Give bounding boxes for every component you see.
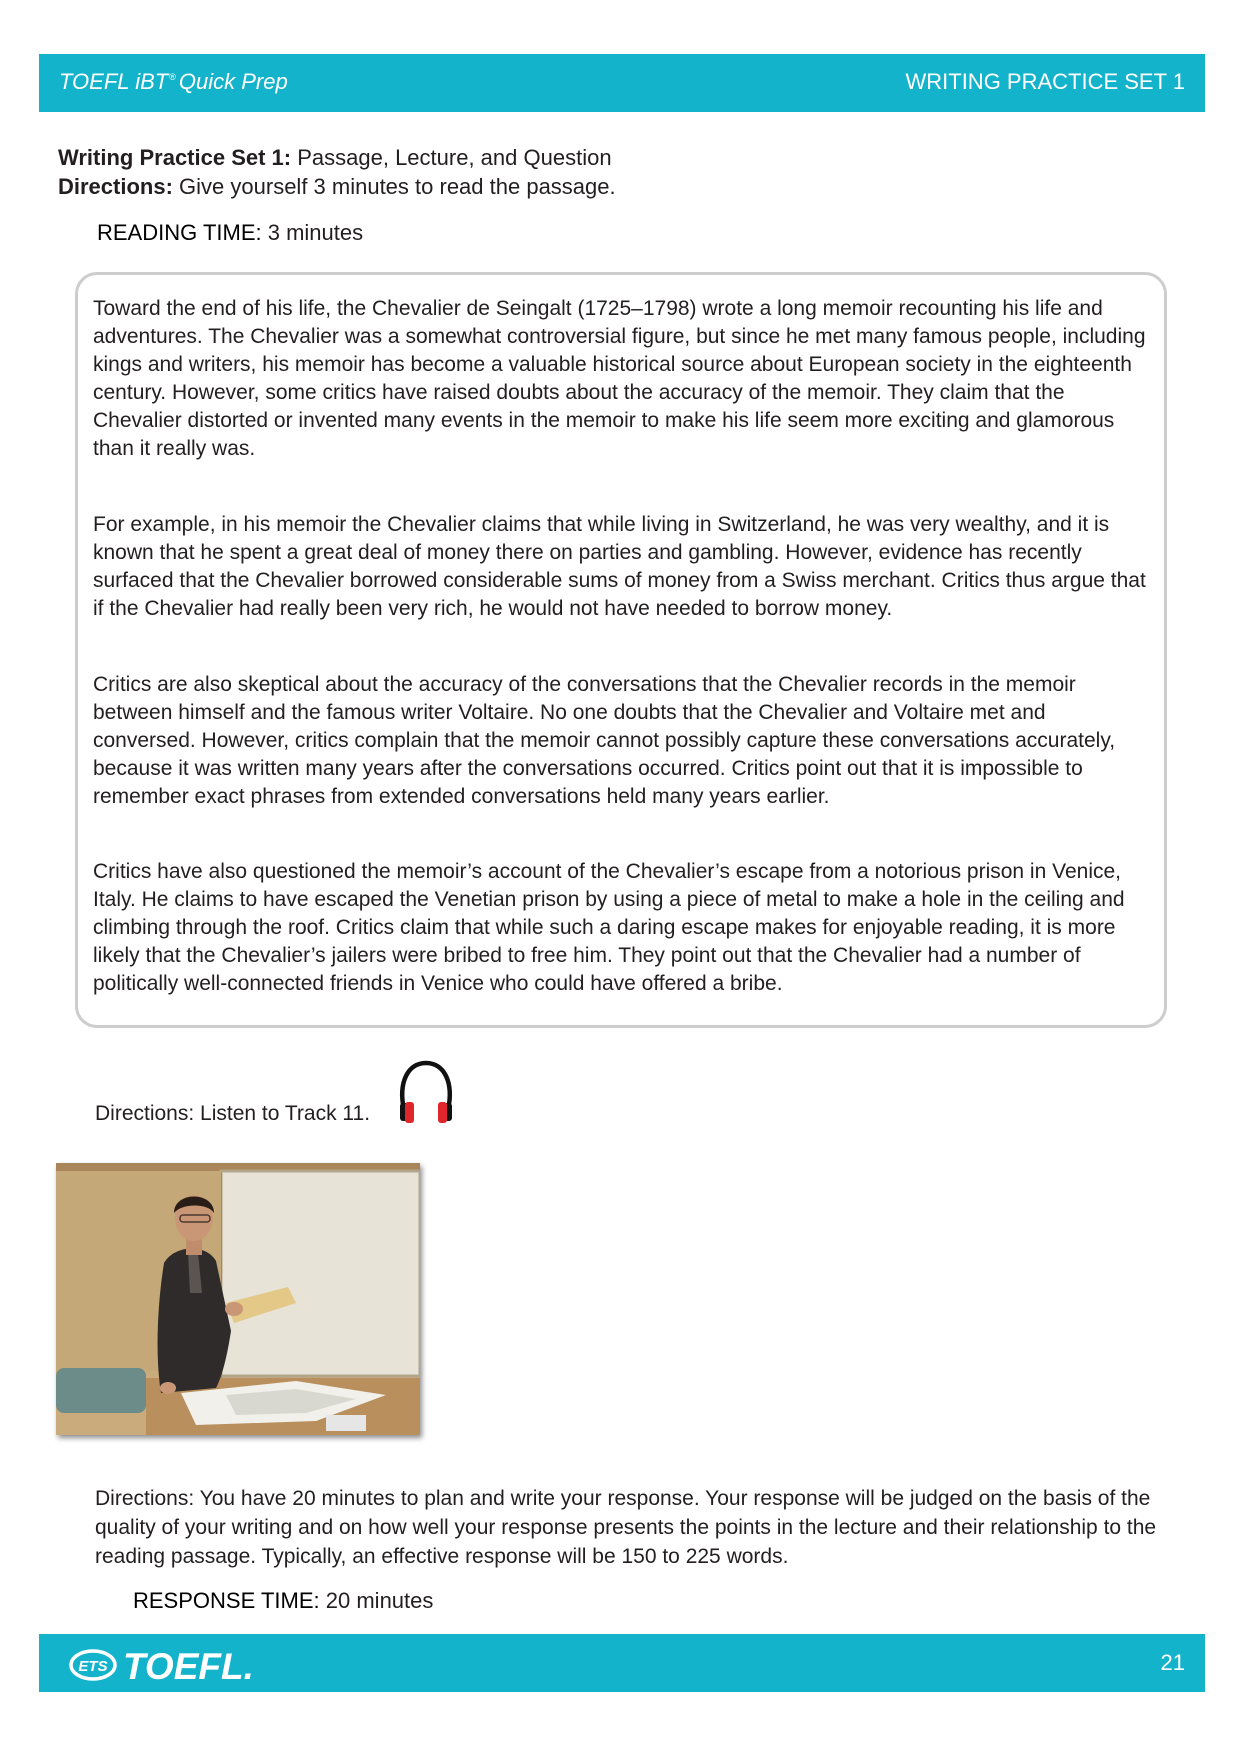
response-directions: Directions: You have 20 minutes to plan and write your response. Your response will be judged on the basis of the quality of your writing and on how well your response presents the points in the lecture and their relationship to the reading passage. Typically, an effective response will be 150 to 225 words. <box>95 1487 1157 1568</box>
response-time <box>133 1588 433 1614</box>
header-title <box>59 69 288 95</box>
toefl-logo <box>67 1643 267 1685</box>
passage-paragraph-3: Critics are also skeptical about the accuracy of the conversations that the Chevalier records in the memoir between himself and the famous writer Voltaire. No one doubts that the Chevalier and Voltaire met and conversed. However, critics complain that the memoir cannot possibly capture these conversations accurately, because it was written many years after the conversations occurred. Critics point out that it is impossible to remember exact phrases from extended conversations held many years earlier. <box>93 673 1116 808</box>
response-time-label: RESPONSE TIME: <box>133 1588 320 1613</box>
reading-time-label: READING TIME: <box>97 220 262 245</box>
footer-bar <box>39 1634 1205 1692</box>
set-text: Passage, Lecture, and Question <box>297 145 612 170</box>
reading-time <box>97 220 363 246</box>
reading-time-value: 3 minutes <box>267 220 364 245</box>
intro-block <box>58 143 616 201</box>
listen-directions: Directions: Listen to Track 11. <box>95 1102 371 1125</box>
passage-paragraph-1: Toward the end of his life, the Chevalier de Seingalt (1725–1798) wrote a long memoir recounting his life and adventures. The Chevalier was a somewhat controversial figure, but since he met many famous people, including kings and writers, his memoir has become a valuable historical source about European society in the eighteenth century. However, some critics have raised doubts about the accuracy of the memoir. They claim that the Chevalier distorted or invented many events in the memoir to make his life seem more exciting and glamorous than it really was. <box>93 297 1146 460</box>
registered-mark: ® <box>169 72 176 82</box>
set-label: Writing Practice Set 1: <box>58 145 292 170</box>
passage-paragraph-4: Critics have also questioned the memoir’s account of the Chevalier’s escape from a notorious prison in Venice, Italy. He claims to have escaped the Venetian prison by using a piece of metal to make a hole in the ceiling and climbing through the roof. Critics claim that while such a daring escape makes for enjoyable reading, it is more likely that the Chevalier’s jailers were bribed to free him. They point out that the Chevalier had a number of politically well-connected friends in Venice who could have offered a bribe. <box>93 860 1125 995</box>
header-title-main: TOEFL iBT <box>59 69 169 94</box>
directions-label: Directions: <box>58 174 173 199</box>
lecturer-photo <box>56 1163 420 1435</box>
page-number: 21 <box>1160 1650 1185 1675</box>
passage-paragraph-2: For example, in his memoir the Chevalier claims that while living in Switzerland, he was very wealthy, and it is known that he spent a great deal of money there on parties and gambling. However, evidence has recently surfaced that the Chevalier borrowed considerable sums of money from a Swiss merchant. Critics thus argue that if the Chevalier had really been very rich, he would not have needed to borrow money. <box>93 513 1146 620</box>
header-bar <box>39 54 1205 112</box>
section-title: WRITING PRACTICE SET 1 <box>905 69 1185 94</box>
headphones-icon <box>394 1058 458 1126</box>
logo-toefl-text: TOEFL. <box>123 1646 254 1685</box>
header-title-suffix: Quick Prep <box>178 69 288 94</box>
logo-ets-text: ETS <box>78 1658 108 1675</box>
response-time-value: 20 minutes <box>325 1588 434 1613</box>
directions-text: Give yourself 3 minutes to read the passage. <box>179 174 616 199</box>
